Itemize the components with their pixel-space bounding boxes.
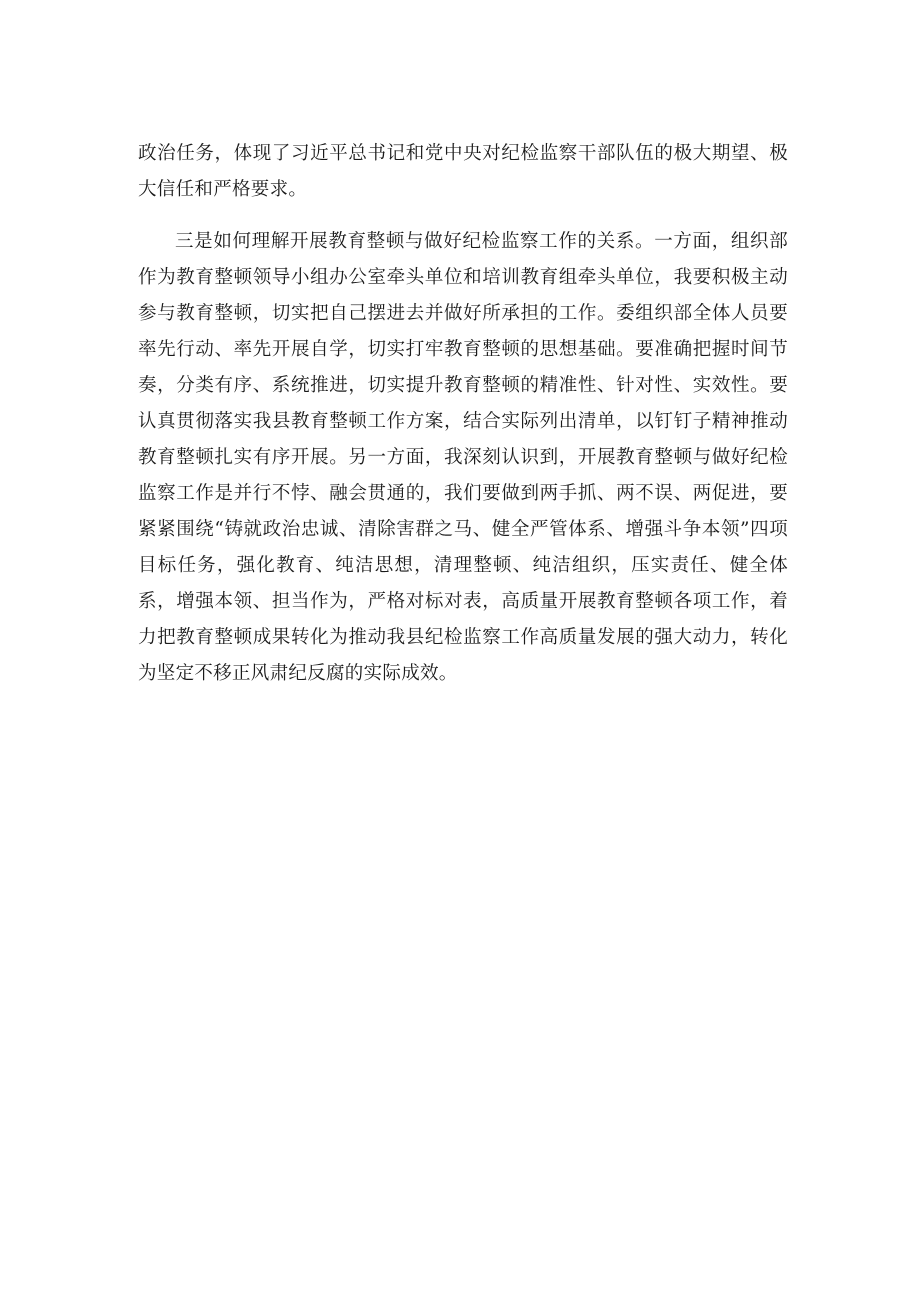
- paragraph-continued: 政治任务，体现了习近平总书记和党中央对纪检监察干部队伍的极大期望、极大信任和严格要求。: [138, 143, 788, 200]
- paragraph-section-three: 三是如何理解开展教育整顿与做好纪检监察工作的关系。一方面，组织部作为教育整顿领导小组办公室牵头单位和培训教育组牵头单位，我要积极主动参与教育整顿，切实把自己摆进去并做好所承担的工作。委组织部全体人员要率先行动、率先开展自学，切实打牢教育整顿的思想基础。要准确把握时间节奏，分类有序、系统推进，切实提升教育整顿的精准性、针对性、实效性。要认真贯彻落实我县教育整顿工作方案，结合实际列出清单，以钉钉子精神推动教育整顿扎实有序开展。另一方面，我深刻认识到，开展教育整顿与做好纪检监察工作是并行不悖、融会贯通的，我们要做到两手抓、两不误、两促进，要紧紧围绕“铸就政治忠诚、清除害群之马、健全严管体系、增强斗争本领”四项目标任务，强化教育、纯洁思想，清理整顿、纯洁组织，压实责任、健全体系，增强本领、担当作为，严格对标对表，高质量开展教育整顿各项工作，着力把教育整顿成果转化为推动我县纪检监察工作高质量发展的强大动力，转化为坚定不移正风肃纪反腐的实际成效。: [138, 231, 788, 684]
- document-body: [138, 136, 788, 692]
